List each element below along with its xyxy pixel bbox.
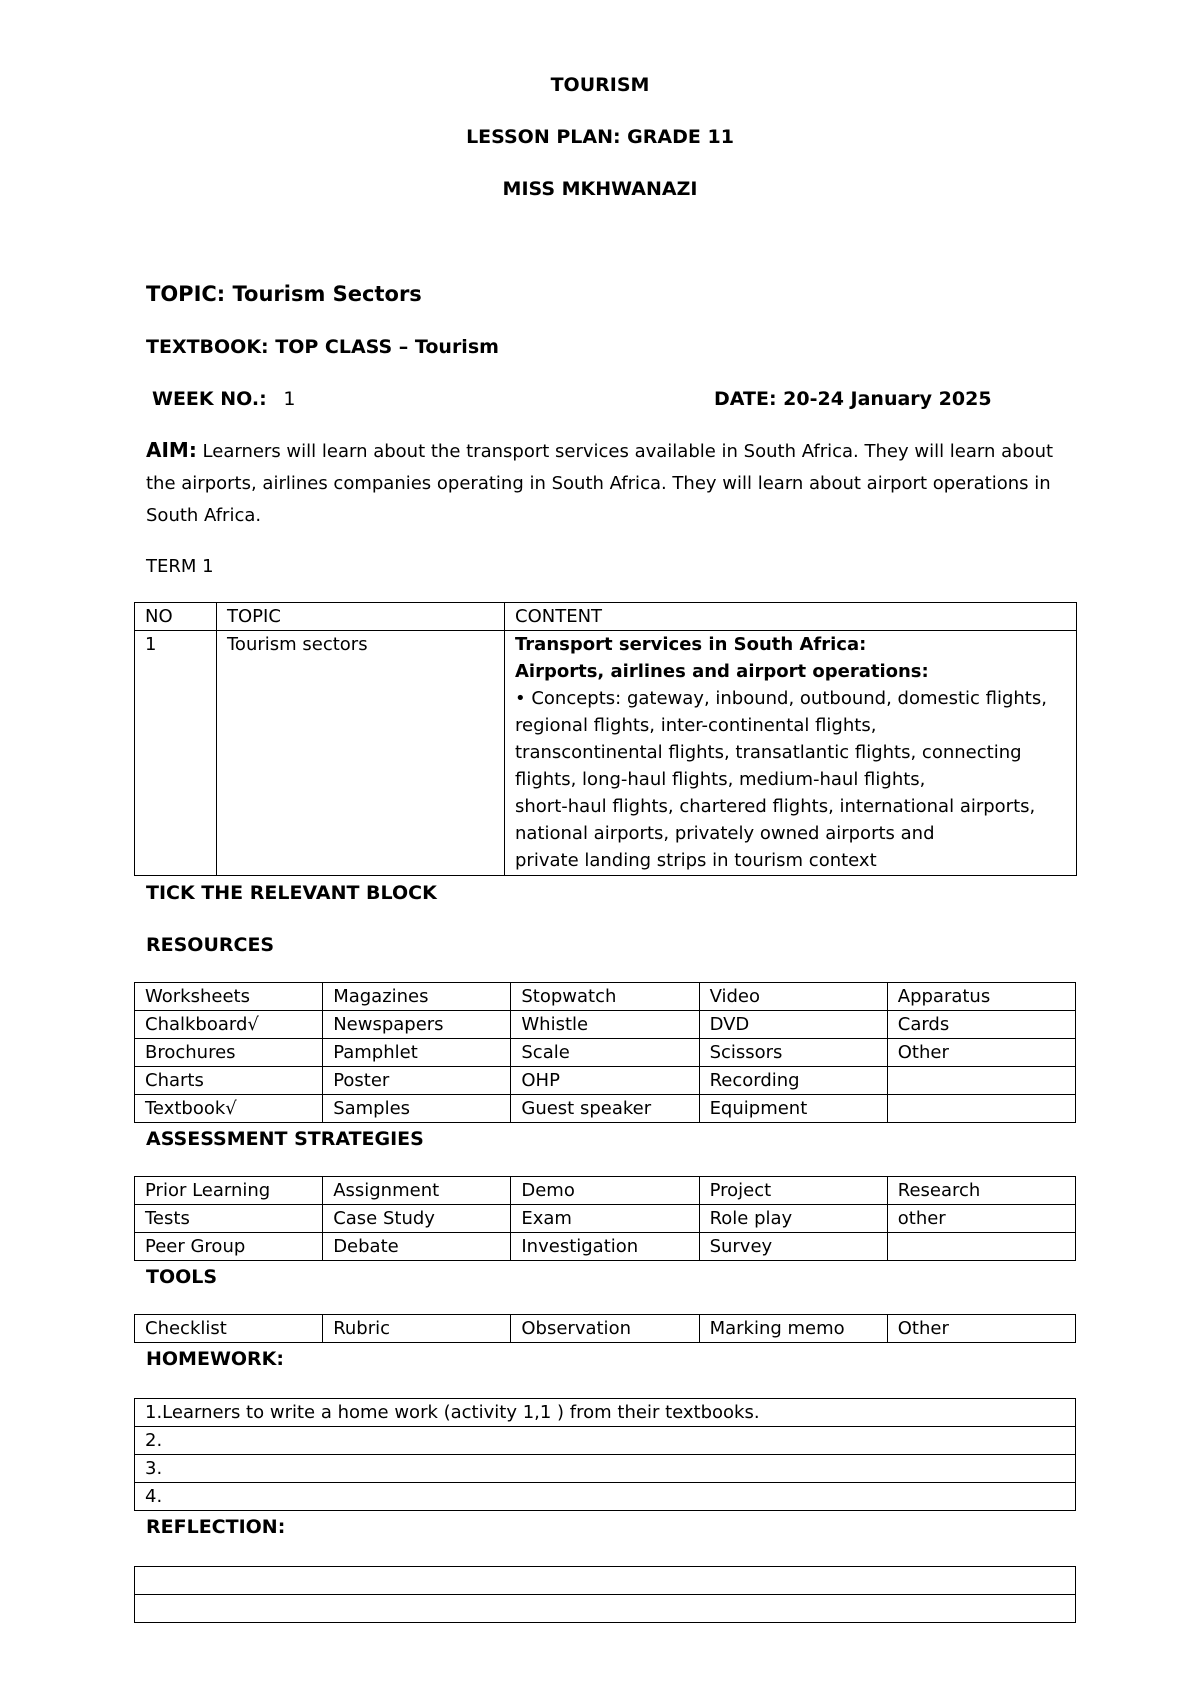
- table-row: [135, 1067, 1076, 1095]
- assessment-cell[interactable]: Project: [699, 1177, 887, 1205]
- table-row: [135, 1427, 1076, 1455]
- resource-cell[interactable]: Brochures: [135, 1039, 323, 1067]
- week-number: [152, 388, 295, 410]
- content-line: national airports, privately owned airports and: [515, 823, 935, 844]
- date-label: DATE: 20-24 January 2025: [714, 388, 992, 410]
- assessment-cell[interactable]: Prior Learning: [135, 1177, 323, 1205]
- tool-cell[interactable]: Rubric: [323, 1315, 511, 1343]
- row-no: 1: [135, 631, 217, 876]
- resource-cell[interactable]: Guest speaker: [511, 1095, 699, 1123]
- resource-cell[interactable]: Samples: [323, 1095, 511, 1123]
- assessment-cell[interactable]: Case Study: [323, 1205, 511, 1233]
- table-row: [135, 1455, 1076, 1483]
- table-row: [135, 1483, 1076, 1511]
- resource-cell[interactable]: Whistle: [511, 1011, 699, 1039]
- row-topic: Tourism sectors: [217, 631, 505, 876]
- resource-cell[interactable]: Cards: [887, 1011, 1075, 1039]
- homework-line[interactable]: 4.: [135, 1483, 1076, 1511]
- topic-heading: TOPIC: Tourism Sectors: [146, 282, 422, 306]
- content-line: • Concepts: gateway, inbound, outbound, domestic flights,: [515, 688, 1047, 709]
- resource-cell[interactable]: Scale: [511, 1039, 699, 1067]
- header-topic: TOPIC: [217, 603, 505, 631]
- teacher-name: MISS MKHWANAZI: [502, 178, 698, 200]
- reflection-heading: REFLECTION:: [146, 1516, 286, 1538]
- aim-label: AIM:: [146, 438, 197, 462]
- resource-cell[interactable]: Newspapers: [323, 1011, 511, 1039]
- reflection-line[interactable]: [135, 1595, 1076, 1623]
- table-row: [135, 1177, 1076, 1205]
- term-label: TERM 1: [146, 556, 214, 577]
- content-line: transcontinental flights, transatlantic flights, connecting: [515, 742, 1022, 763]
- tools-heading: TOOLS: [146, 1266, 218, 1288]
- table-row: [135, 1011, 1076, 1039]
- tools-table: [134, 1314, 1076, 1343]
- table-row: [135, 1399, 1076, 1427]
- table-row: [135, 1567, 1076, 1595]
- topic-table: [134, 602, 1077, 876]
- table-row: [135, 1595, 1076, 1623]
- resource-cell[interactable]: Poster: [323, 1067, 511, 1095]
- tool-cell[interactable]: Other: [887, 1315, 1075, 1343]
- document-subject: TOURISM: [550, 74, 650, 96]
- row-content: [505, 631, 1077, 876]
- header-content: CONTENT: [505, 603, 1077, 631]
- resource-cell[interactable]: OHP: [511, 1067, 699, 1095]
- assessment-cell[interactable]: Investigation: [511, 1233, 699, 1261]
- assessment-table: [134, 1176, 1076, 1261]
- resource-cell[interactable]: Equipment: [699, 1095, 887, 1123]
- aim-paragraph: [146, 434, 1076, 532]
- resource-cell[interactable]: Scissors: [699, 1039, 887, 1067]
- aim-text: Learners will learn about the transport services available in South Africa. They will learn about the airports, airlines companies operating in South Africa. They will learn about airport operations in South Africa.: [146, 441, 1054, 526]
- assessment-cell[interactable]: Survey: [699, 1233, 887, 1261]
- table-row: [135, 1039, 1076, 1067]
- resources-heading: RESOURCES: [146, 934, 275, 956]
- resource-cell[interactable]: Pamphlet: [323, 1039, 511, 1067]
- content-line: flights, long-haul flights, medium-haul flights,: [515, 769, 926, 790]
- homework-heading: HOMEWORK:: [146, 1348, 285, 1370]
- table-row: [135, 983, 1076, 1011]
- resource-cell[interactable]: Magazines: [323, 983, 511, 1011]
- assessment-cell[interactable]: Debate: [323, 1233, 511, 1261]
- document-plan-title: LESSON PLAN: GRADE 11: [466, 126, 734, 148]
- homework-table: [134, 1398, 1076, 1511]
- header-no: NO: [135, 603, 217, 631]
- content-title-transport: Transport services in South Africa:: [515, 634, 867, 655]
- week-label: WEEK NO.:: [152, 388, 267, 410]
- reflection-line[interactable]: [135, 1567, 1076, 1595]
- textbook-heading: TEXTBOOK: TOP CLASS – Tourism: [146, 336, 499, 358]
- assessment-cell[interactable]: Research: [887, 1177, 1075, 1205]
- table-row: [135, 1233, 1076, 1261]
- tool-cell[interactable]: Checklist: [135, 1315, 323, 1343]
- assessment-cell[interactable]: Peer Group: [135, 1233, 323, 1261]
- tick-instruction: TICK THE RELEVANT BLOCK: [146, 882, 437, 904]
- content-line: regional flights, inter-continental flights,: [515, 715, 877, 736]
- table-row: [135, 1315, 1076, 1343]
- reflection-table: [134, 1566, 1076, 1623]
- week-value: 1: [283, 388, 296, 410]
- assessment-cell[interactable]: Assignment: [323, 1177, 511, 1205]
- topic-table-header: [135, 603, 1077, 631]
- assessment-heading: ASSESSMENT STRATEGIES: [146, 1128, 424, 1150]
- table-row: [135, 1095, 1076, 1123]
- tool-cell[interactable]: Observation: [511, 1315, 699, 1343]
- resources-table: [134, 982, 1076, 1123]
- resource-cell[interactable]: [887, 1095, 1075, 1123]
- content-line: short-haul flights, chartered flights, international airports,: [515, 796, 1036, 817]
- assessment-cell[interactable]: Role play: [699, 1205, 887, 1233]
- assessment-cell[interactable]: Tests: [135, 1205, 323, 1233]
- resource-cell[interactable]: Recording: [699, 1067, 887, 1095]
- content-title-airports: Airports, airlines and airport operations:: [515, 661, 929, 682]
- homework-line[interactable]: 1.Learners to write a home work (activity 1,1 ) from their textbooks.: [135, 1399, 1076, 1427]
- content-line: private landing strips in tourism context: [515, 850, 877, 871]
- resource-cell[interactable]: [887, 1067, 1075, 1095]
- assessment-cell[interactable]: [887, 1233, 1075, 1261]
- homework-line[interactable]: 3.: [135, 1455, 1076, 1483]
- resource-cell[interactable]: Worksheets: [135, 983, 323, 1011]
- topic-table-row: [135, 631, 1077, 876]
- assessment-cell[interactable]: other: [887, 1205, 1075, 1233]
- assessment-cell[interactable]: Demo: [511, 1177, 699, 1205]
- assessment-cell[interactable]: Exam: [511, 1205, 699, 1233]
- resource-cell[interactable]: Apparatus: [887, 983, 1075, 1011]
- resource-cell[interactable]: DVD: [699, 1011, 887, 1039]
- resource-cell[interactable]: Chalkboard√: [135, 1011, 323, 1039]
- resource-cell[interactable]: Stopwatch: [511, 983, 699, 1011]
- resource-cell[interactable]: Textbook√: [135, 1095, 323, 1123]
- tool-cell[interactable]: Marking memo: [699, 1315, 887, 1343]
- table-row: [135, 1205, 1076, 1233]
- resource-cell[interactable]: Charts: [135, 1067, 323, 1095]
- resource-cell[interactable]: Video: [699, 983, 887, 1011]
- homework-line[interactable]: 2.: [135, 1427, 1076, 1455]
- resource-cell[interactable]: Other: [887, 1039, 1075, 1067]
